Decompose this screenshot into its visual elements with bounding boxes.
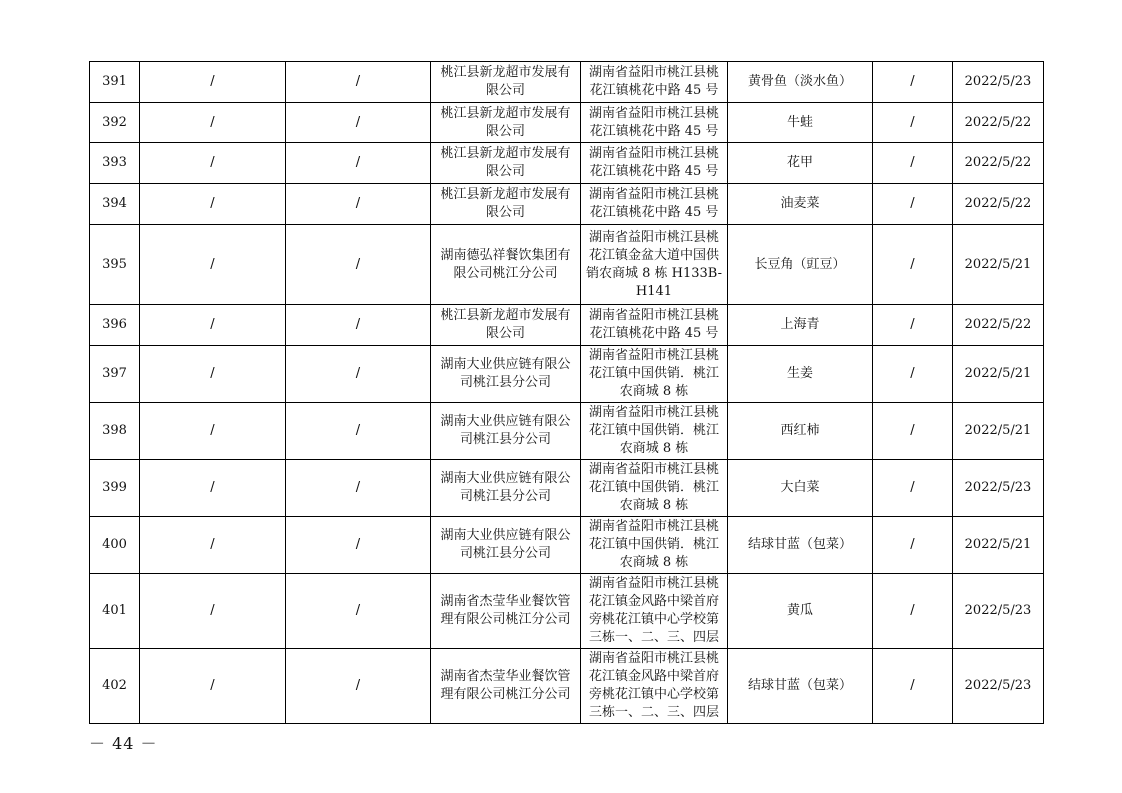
- cell-empty-7: /: [873, 574, 953, 649]
- row-number: 401: [90, 574, 140, 649]
- cell-empty-2: /: [140, 460, 286, 517]
- product-name: 生姜: [728, 346, 873, 403]
- table-body: [90, 62, 1044, 724]
- product-name: 黄骨鱼（淡水鱼）: [728, 62, 873, 103]
- cell-empty-3: /: [286, 62, 431, 103]
- product-name: 结球甘蓝（包菜）: [728, 517, 873, 574]
- row-number: 400: [90, 517, 140, 574]
- cell-empty-7: /: [873, 305, 953, 346]
- company-address: 湖南省益阳市桃江县桃花江镇金盆大道中国供销农商城 8 栋 H133B-H141: [581, 225, 728, 305]
- row-number: 394: [90, 184, 140, 225]
- company-address: 湖南省益阳市桃江县桃花江镇桃花中路 45 号: [581, 184, 728, 225]
- cell-empty-2: /: [140, 184, 286, 225]
- table-row: [90, 574, 1044, 649]
- cell-empty-2: /: [140, 143, 286, 184]
- company-address: 湖南省益阳市桃江县桃花江镇金风路中梁首府旁桃花江镇中心学校第三栋一、二、三、四层: [581, 574, 728, 649]
- cell-empty-2: /: [140, 403, 286, 460]
- product-name: 牛蛙: [728, 103, 873, 143]
- row-number: 397: [90, 346, 140, 403]
- row-number: 398: [90, 403, 140, 460]
- table-row: [90, 305, 1044, 346]
- table-row: [90, 225, 1044, 305]
- table-row: [90, 346, 1044, 403]
- row-number: 392: [90, 103, 140, 143]
- company-name: 湖南大业供应链有限公司桃江县分公司: [431, 403, 581, 460]
- company-address: 湖南省益阳市桃江县桃花江镇中国供销．桃江农商城 8 栋: [581, 517, 728, 574]
- company-name: 桃江县新龙超市发展有限公司: [431, 143, 581, 184]
- cell-empty-2: /: [140, 649, 286, 724]
- company-name: 湖南大业供应链有限公司桃江县分公司: [431, 460, 581, 517]
- table-row: [90, 460, 1044, 517]
- cell-empty-3: /: [286, 403, 431, 460]
- product-name: 西红柿: [728, 403, 873, 460]
- cell-empty-7: /: [873, 517, 953, 574]
- cell-empty-3: /: [286, 517, 431, 574]
- company-address: 湖南省益阳市桃江县桃花江镇金风路中梁首府旁桃花江镇中心学校第三栋一、二、三、四层: [581, 649, 728, 724]
- cell-empty-2: /: [140, 517, 286, 574]
- cell-empty-3: /: [286, 184, 431, 225]
- company-address: 湖南省益阳市桃江县桃花江镇中国供销．桃江农商城 8 栋: [581, 403, 728, 460]
- product-name: 上海青: [728, 305, 873, 346]
- row-number: 396: [90, 305, 140, 346]
- date: 2022/5/21: [953, 517, 1044, 574]
- table-row: [90, 62, 1044, 103]
- company-address: 湖南省益阳市桃江县桃花江镇中国供销．桃江农商城 8 栋: [581, 346, 728, 403]
- date: 2022/5/21: [953, 225, 1044, 305]
- cell-empty-3: /: [286, 346, 431, 403]
- cell-empty-3: /: [286, 103, 431, 143]
- table-row: [90, 517, 1044, 574]
- cell-empty-3: /: [286, 460, 431, 517]
- cell-empty-3: /: [286, 143, 431, 184]
- cell-empty-7: /: [873, 143, 953, 184]
- cell-empty-2: /: [140, 305, 286, 346]
- row-number: 399: [90, 460, 140, 517]
- cell-empty-7: /: [873, 103, 953, 143]
- date: 2022/5/23: [953, 574, 1044, 649]
- company-address: 湖南省益阳市桃江县桃花江镇中国供销．桃江农商城 8 栋: [581, 460, 728, 517]
- company-name: 湖南德弘祥餐饮集团有限公司桃江分公司: [431, 225, 581, 305]
- cell-empty-2: /: [140, 346, 286, 403]
- cell-empty-2: /: [140, 574, 286, 649]
- cell-empty-3: /: [286, 574, 431, 649]
- company-name: 湖南省杰莹华业餐饮管理有限公司桃江分公司: [431, 649, 581, 724]
- cell-empty-7: /: [873, 225, 953, 305]
- date: 2022/5/22: [953, 305, 1044, 346]
- cell-empty-7: /: [873, 460, 953, 517]
- page-number: － 44 －: [89, 734, 158, 753]
- cell-empty-3: /: [286, 225, 431, 305]
- cell-empty-7: /: [873, 184, 953, 225]
- company-name: 湖南大业供应链有限公司桃江县分公司: [431, 517, 581, 574]
- cell-empty-3: /: [286, 305, 431, 346]
- company-name: 桃江县新龙超市发展有限公司: [431, 184, 581, 225]
- product-name: 花甲: [728, 143, 873, 184]
- company-address: 湖南省益阳市桃江县桃花江镇桃花中路 45 号: [581, 62, 728, 103]
- product-name: 大白菜: [728, 460, 873, 517]
- company-name: 桃江县新龙超市发展有限公司: [431, 305, 581, 346]
- table-row: [90, 103, 1044, 143]
- company-name: 湖南省杰莹华业餐饮管理有限公司桃江分公司: [431, 574, 581, 649]
- product-name: 长豆角（豇豆）: [728, 225, 873, 305]
- company-address: 湖南省益阳市桃江县桃花江镇桃花中路 45 号: [581, 305, 728, 346]
- cell-empty-2: /: [140, 103, 286, 143]
- row-number: 393: [90, 143, 140, 184]
- row-number: 402: [90, 649, 140, 724]
- cell-empty-2: /: [140, 225, 286, 305]
- cell-empty-3: /: [286, 649, 431, 724]
- company-address: 湖南省益阳市桃江县桃花江镇桃花中路 45 号: [581, 103, 728, 143]
- cell-empty-2: /: [140, 62, 286, 103]
- cell-empty-7: /: [873, 403, 953, 460]
- product-name: 黄瓜: [728, 574, 873, 649]
- date: 2022/5/21: [953, 403, 1044, 460]
- table-row: [90, 403, 1044, 460]
- data-table: [89, 61, 1044, 724]
- date: 2022/5/23: [953, 460, 1044, 517]
- product-name: 结球甘蓝（包菜）: [728, 649, 873, 724]
- row-number: 391: [90, 62, 140, 103]
- company-name: 湖南大业供应链有限公司桃江县分公司: [431, 346, 581, 403]
- date: 2022/5/22: [953, 184, 1044, 225]
- table-row: [90, 143, 1044, 184]
- table-row: [90, 184, 1044, 225]
- company-name: 桃江县新龙超市发展有限公司: [431, 62, 581, 103]
- date: 2022/5/21: [953, 346, 1044, 403]
- date: 2022/5/23: [953, 649, 1044, 724]
- cell-empty-7: /: [873, 649, 953, 724]
- cell-empty-7: /: [873, 62, 953, 103]
- cell-empty-7: /: [873, 346, 953, 403]
- date: 2022/5/22: [953, 103, 1044, 143]
- row-number: 395: [90, 225, 140, 305]
- company-name: 桃江县新龙超市发展有限公司: [431, 103, 581, 143]
- company-address: 湖南省益阳市桃江县桃花江镇桃花中路 45 号: [581, 143, 728, 184]
- table-row: [90, 649, 1044, 724]
- date: 2022/5/23: [953, 62, 1044, 103]
- date: 2022/5/22: [953, 143, 1044, 184]
- product-name: 油麦菜: [728, 184, 873, 225]
